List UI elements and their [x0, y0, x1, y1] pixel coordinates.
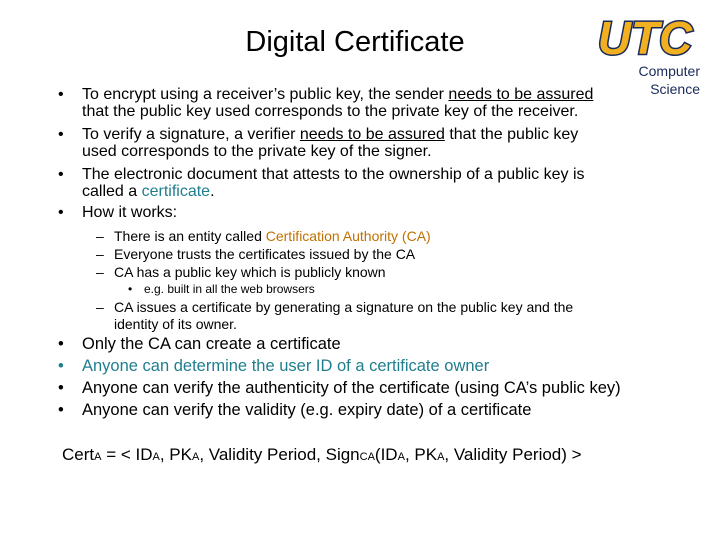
utc-logo-icon	[594, 10, 696, 60]
list-item-text: To encrypt using a receiver’s public key, the sender	[82, 86, 449, 103]
list-item-cont: that the public key used corresponds to the private key of the receiver.	[82, 103, 579, 120]
dash-marker: –	[96, 228, 104, 244]
list-item: The electronic document that attests to the ownership of a public key is	[82, 166, 585, 183]
dash-marker: –	[96, 264, 104, 280]
underlined-text: needs to be assured	[448, 86, 594, 103]
list-item-cont: used corresponds to the private key of the signer.	[82, 143, 432, 160]
certificate-term: certificate	[141, 183, 211, 200]
logo-letters: UTC	[597, 12, 693, 60]
bullet-dot: •	[58, 86, 64, 103]
bullet-dot: •	[58, 379, 64, 397]
list-item: How it works:	[82, 204, 178, 221]
property-item: Only the CA can create a certificate	[82, 335, 341, 353]
logo-caption: Computer Science	[638, 63, 700, 97]
list-item	[82, 86, 593, 104]
underlined-text: needs to be assured	[299, 126, 445, 143]
bullet-dot: •	[128, 282, 133, 296]
bullet-dot: •	[58, 166, 64, 183]
utc-logo	[588, 10, 700, 97]
list-item	[82, 126, 578, 144]
sub-item: Everyone trusts the certificates issued by the CA	[114, 246, 416, 262]
sub-item: There is an entity called Certification Authority (CA)	[114, 228, 431, 244]
property-item: Anyone can verify the authenticity of the certificate (using CA’s public key)	[82, 379, 621, 397]
ca-term: Certification Authority (CA)	[265, 228, 431, 244]
slide-title: Digital Certificate	[245, 26, 465, 58]
property-item: Anyone can verify the validity (e.g. expiry date) of a certificate	[82, 401, 532, 419]
list-item-text: To verify a signature, a verifier	[82, 126, 300, 143]
sub-sub-item: e.g. built in all the web browsers	[144, 282, 315, 296]
bullet-dot: •	[58, 126, 64, 143]
bullet-dot: •	[58, 335, 64, 353]
bullet-dot: •	[58, 401, 64, 419]
sub-item-cont: identity of its owner.	[114, 316, 237, 332]
sub-item: CA has a public key which is publicly known	[114, 264, 386, 280]
bullet-dot: •	[58, 357, 64, 375]
certificate-formula: CertA = < IDA, PKA, Validity Period, SignCA(IDA, PKA, Validity Period) >	[62, 445, 582, 464]
bullet-dot: •	[58, 204, 64, 221]
list-item-text: that the public key	[444, 126, 579, 143]
property-item: Anyone can determine the user ID of a certificate owner	[82, 357, 490, 375]
dash-marker: –	[96, 246, 104, 262]
dash-marker: –	[96, 299, 104, 315]
list-item-cont: called a certificate.	[82, 183, 215, 200]
sub-item: CA issues a certificate by generating a signature on the public key and the	[114, 299, 574, 315]
